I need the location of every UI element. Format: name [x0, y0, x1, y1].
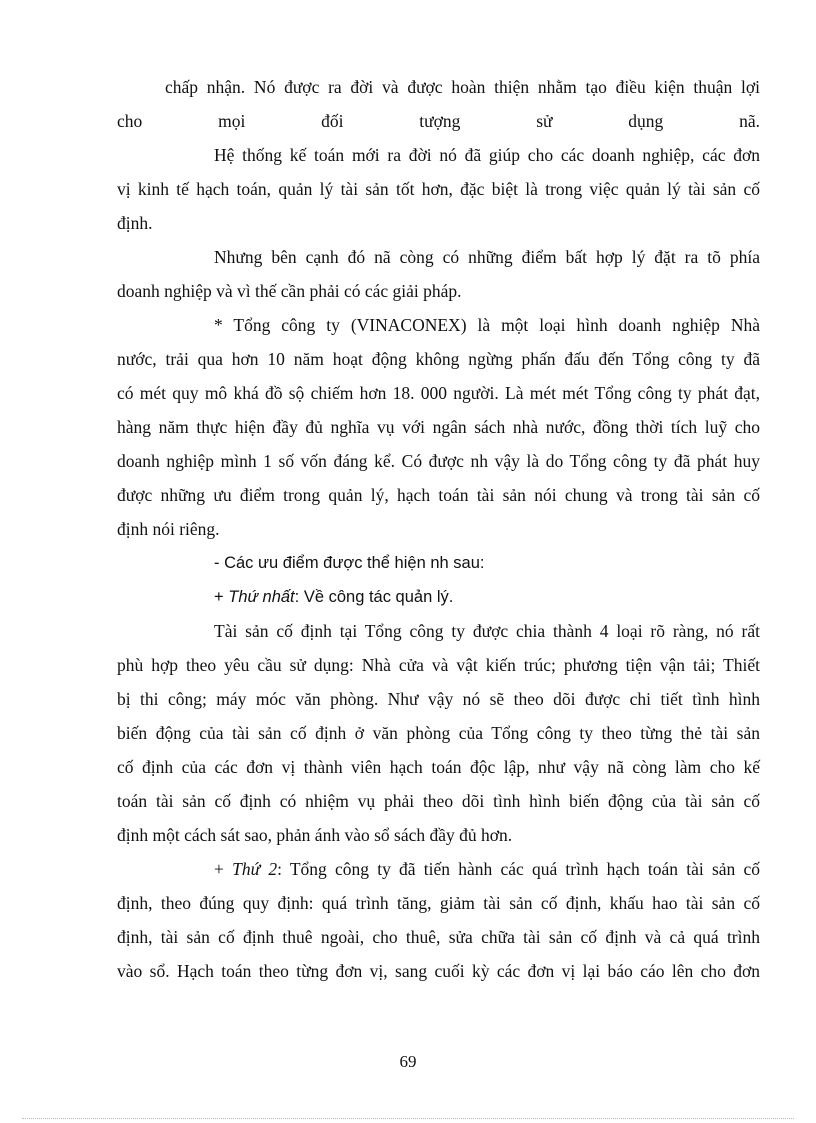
text-line: cố định của các đơn vị thành viên hạch toán độc lập, như vậy nã còng làm cho kế [117, 757, 760, 777]
page-bottom-divider [22, 1118, 794, 1119]
text-line: vị kinh tế hạch toán, quản lý tài sản tốt hơn, đặc biệt là trong việc quản lý tài sản cố [117, 179, 760, 199]
plus-sign: + [214, 859, 224, 879]
text-line: toán tài sản cố định có nhiệm vụ phải theo dõi tình hình biến động của tài sản cố [117, 791, 760, 811]
text-line: * Tổng công ty (VINACONEX) là một loại hình doanh nghiệp Nhà [214, 315, 760, 335]
text-line [117, 104, 760, 138]
text-line: nước, trải qua hơn 10 năm hoạt động không ngừng phấn đấu đến Tổng công ty đã [117, 349, 760, 369]
text-line: định, tài sản cố định thuê ngoài, cho thuê, sửa chữa tài sản cố định và cả quá trình [117, 927, 760, 947]
text-line: hàng năm thực hiện đầy đủ nghĩa vụ với ngân sách nhà nước, đồng thời tích luỹ cho [117, 417, 760, 437]
text-line: có mét quy mô khá đồ sộ chiếm hơn 18. 000 người. Là mét mét Tổng công ty phát đạt, [117, 383, 760, 403]
text-line: định nói riêng. [117, 519, 220, 539]
word: cho [117, 111, 143, 131]
text-line: doanh nghiệp mình 1 số vốn đáng kể. Có được nh vậy là do Tổng công ty đã phát huy [117, 451, 760, 471]
heading-rest: : Về công tác quản lý. [294, 588, 454, 606]
word: mọi [218, 111, 246, 131]
text-line: Nhưng bên cạnh đó nã còng có những điểm bất hợp lý đặt ra tõ phía [214, 247, 760, 267]
text-line: định. [117, 213, 153, 233]
heading-rest: : Tổng công ty đã tiến hành các quá trình hạch toán tài sản cố [277, 859, 761, 879]
text-line: định, theo đúng quy định: quá trình tăng, giảm tài sản cố định, khấu hao tài sản cố [117, 893, 760, 913]
text-line: vào sổ. Hạch toán theo từng đơn vị, sang cuối kỳ các đơn vị lại báo cáo lên cho đơn [117, 961, 760, 981]
heading-italic: Thứ nhất [228, 588, 295, 606]
text-line: chấp nhận. Nó được ra đời và được hoàn thiện nhằm tạo điều kiện thuận lợi [165, 77, 760, 97]
text-line: biến động của tài sản cố định ở văn phòng của Tổng công ty theo từng thẻ tài sản [117, 723, 760, 743]
text-line: định một cách sát sao, phản ánh vào sổ sách đầy đủ hơn. [117, 825, 513, 845]
heading-italic: Thứ 2 [232, 859, 278, 879]
text-line: được những ưu điểm trong quản lý, hạch toán tài sản nói chung và trong tài sản cố [117, 485, 760, 505]
text-line: - Các ưu điểm được thể hiện nh sau: [214, 554, 485, 572]
word: nã. [739, 111, 760, 131]
document-body [117, 70, 760, 988]
text-line [117, 580, 760, 614]
word: tượng [419, 111, 461, 131]
word: đối [321, 111, 344, 131]
word: sử [536, 111, 553, 131]
plus-sign: + [214, 588, 224, 606]
text-line [117, 852, 760, 886]
text-line: doanh nghiệp và vì thế cần phải có các giải pháp. [117, 281, 462, 301]
text-line: bị thi công; máy móc văn phòng. Như vậy nó sẽ theo dõi được chi tiết tình hình [117, 689, 760, 709]
text-line: Hệ thống kế toán mới ra đời nó đã giúp cho các doanh nghiệp, các đơn [214, 145, 760, 165]
text-line: Tài sản cố định tại Tổng công ty được chia thành 4 loại rõ ràng, nó rất [214, 621, 760, 641]
page-number: 69 [399, 1052, 417, 1071]
text-line: phù hợp theo yêu cầu sử dụng: Nhà cửa và vật kiến trúc; phương tiện vận tải; Thiết [117, 655, 760, 675]
word: dụng [628, 111, 664, 131]
